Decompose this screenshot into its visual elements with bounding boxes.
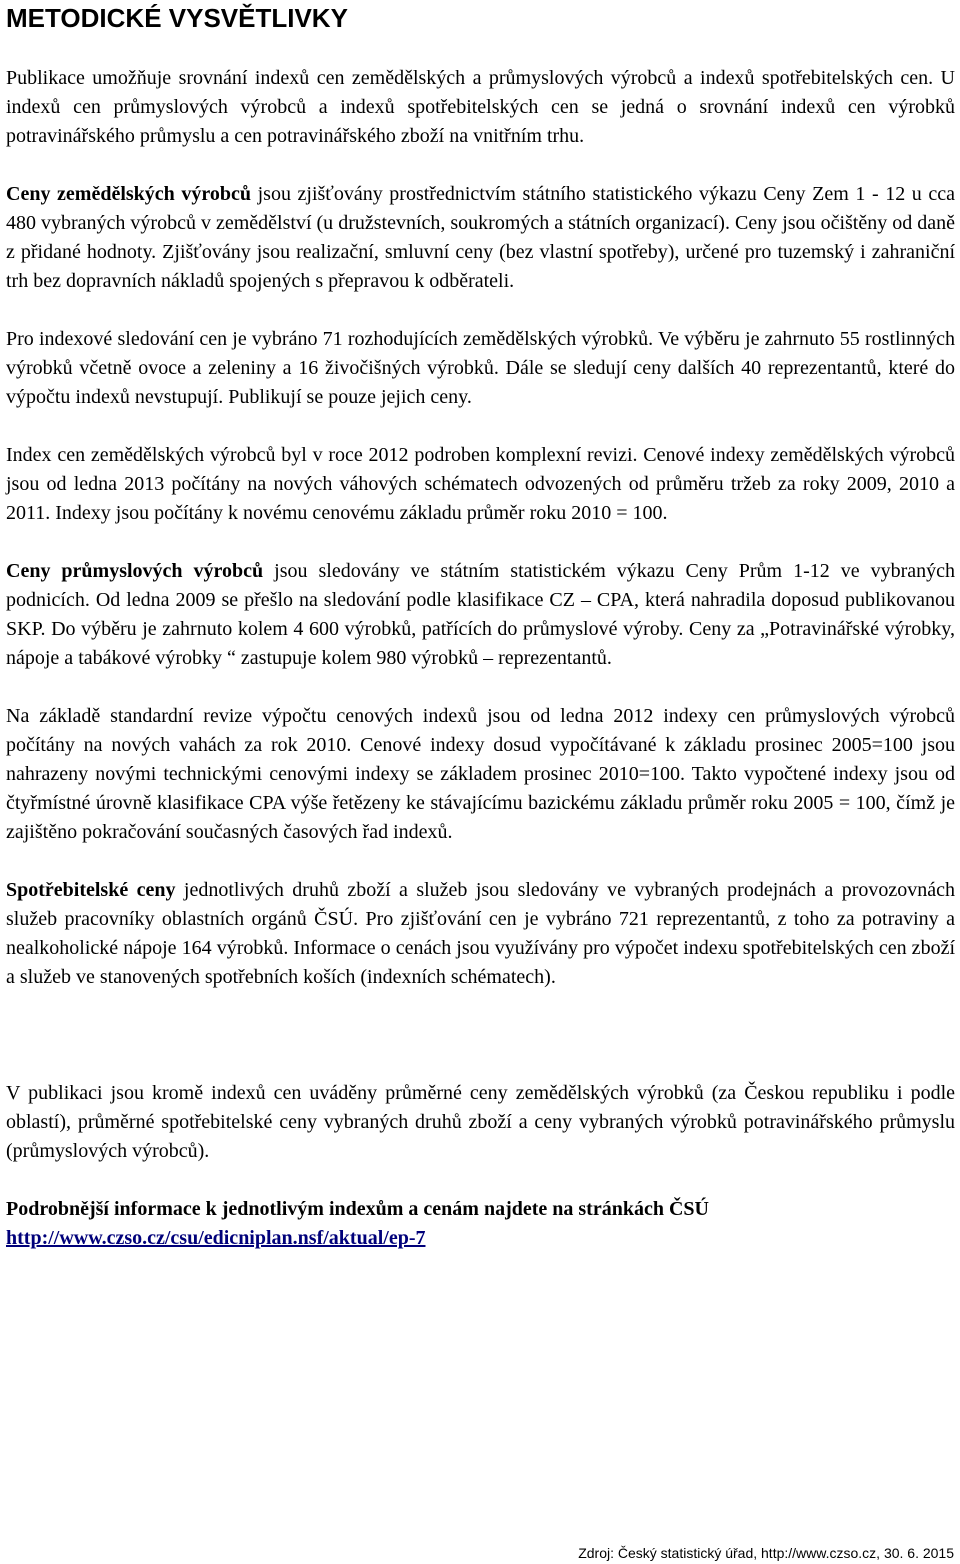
paragraph-industrial-prices bbox=[6, 557, 955, 673]
source-footer: Zdroj: Český statistický úřad, http://www.czso.cz, 30. 6. 2015 bbox=[578, 1545, 954, 1561]
consumer-prices-heading: Spotřebitelské ceny bbox=[6, 879, 176, 901]
industrial-prices-text: jsou sledovány ve státním statistickém výkazu Ceny Prům 1-12 ve vybraných podnicích. Od ledna 2009 se přešlo na sledování podle klasifikace CZ – CPA, která nahradila doposud publikovanou SKP. Do výběru je zahrnuto kolem 4 600 výrobků, patřících do průmyslové výroby. Ceny za „Potravinářské výrobky, nápoje a tabákové výrobky “ zastupuje kolem 980 výrobků – reprezentantů. bbox=[6, 560, 955, 669]
paragraph-intro: Publikace umožňuje srovnání indexů cen zemědělských a průmyslových výrobců a indexů spotřebitelských cen. U indexů cen průmyslových výrobců a indexů spotřebitelských cen se jedná o srovnání indexů cen výrobků potravinářského průmyslu a cen potravinářského zboží na vnitřním trhu. bbox=[6, 67, 955, 147]
paragraph-more-info bbox=[6, 1195, 955, 1253]
paragraph-agri-prices bbox=[6, 180, 955, 296]
paragraph-average-prices: V publikaci jsou kromě indexů cen uváděny průměrné ceny zemědělských výrobků (za Českou republiku i podle oblastí), průměrné spotřebitelské ceny vybraných druhů zboží a ceny vybraných výrobků potravinářského průmyslu (průmyslových výrobců). bbox=[6, 1082, 955, 1162]
paragraph-industrial-revision: Na základě standardní revize výpočtu cenových indexů jsou od ledna 2012 indexy cen průmyslových výrobců počítány na nových vahách za rok 2010. Cenové indexy dosud vypočítávané k základu prosinec 2005=100 jsou nahrazeny novými technickými cenovými indexy se základem prosinec 2010=100. Takto vypočtené indexy jsou od čtyřmístné úrovně klasifikace CPA výše řetězeny ke stávajícímu bazickému základu průměr roku 2005 = 100, čímž je zajištěno pokračování současných časových řad indexů. bbox=[6, 705, 955, 843]
more-info-text: Podrobnější informace k jednotlivým indexům a cenám najdete na stránkách ČSÚ bbox=[6, 1198, 709, 1220]
czso-link[interactable]: http://www.czso.cz/csu/edicniplan.nsf/aktual/ep-7 bbox=[6, 1227, 426, 1249]
paragraph-index-selection: Pro indexové sledování cen je vybráno 71 rozhodujících zemědělských výrobků. Ve výběru je zahrnuto 55 rostlinných výrobků včetně ovoce a zeleniny a 16 živočišných výrobků. Dále se sledují ceny dalších 40 reprezentantů, které do výpočtu indexů nevstupují. Publikují se pouze jejich ceny. bbox=[6, 328, 955, 408]
paragraph-index-revision: Index cen zemědělských výrobců byl v roce 2012 podroben komplexní revizi. Cenové indexy zemědělských výrobců jsou od ledna 2013 počítány na nových váhových schématech odvozených od průměru tržeb za roky 2009, 2010 a 2011. Indexy jsou počítány k novému cenovému základu průměr roku 2010 = 100. bbox=[6, 444, 955, 524]
page-title: METODICKÉ VYSVĚTLIVKY bbox=[6, 3, 348, 33]
consumer-prices-text: jednotlivých druhů zboží a služeb jsou sledovány ve vybraných prodejnách a provozovnách služeb pracovníky oblastních orgánů ČSÚ. Pro zjišťování cen je vybráno 721 reprezentantů, z toho za potraviny a nealkoholické nápoje 164 výrobků. Informace o cenách jsou využívány pro výpočet indexu spotřebitelských cen zboží a služeb ve stanovených spotřebních koších (indexních schématech). bbox=[6, 879, 955, 988]
document-page bbox=[6, 0, 955, 1253]
agri-prices-text: jsou zjišťovány prostřednictvím státního statistického výkazu Ceny Zem 1 - 12 u cca 480 vybraných výrobců v zemědělství (u družstevních, soukromých a státních organizací). Ceny jsou očištěny od daně z přidané hodnoty. Zjišťovány jsou realizační, smluvní ceny (bez vlastní spotřeby), určené pro tuzemský i zahraniční trh bez dopravních nákladů spojených s přepravou k odběrateli. bbox=[6, 183, 955, 292]
paragraph-consumer-prices bbox=[6, 876, 955, 992]
industrial-prices-heading: Ceny průmyslových výrobců bbox=[6, 560, 264, 582]
agri-prices-heading: Ceny zemědělských výrobců bbox=[6, 183, 252, 205]
